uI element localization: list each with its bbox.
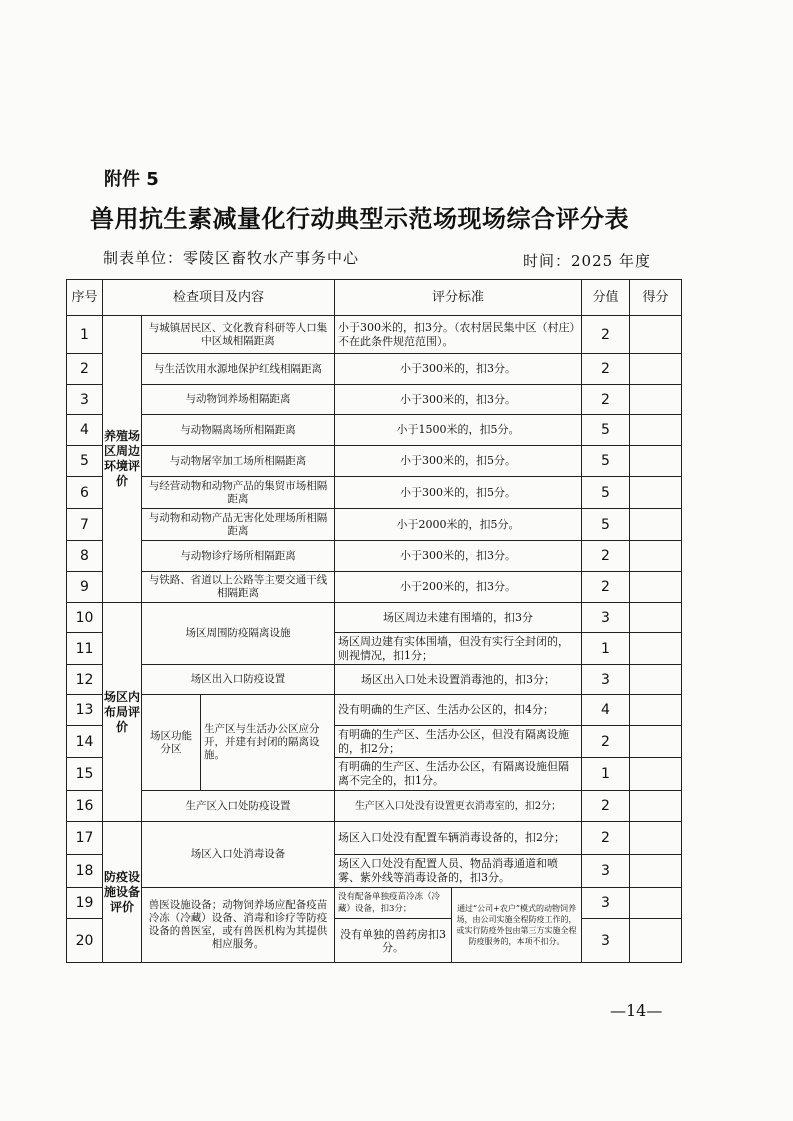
row-score-cell[interactable] [630,726,682,758]
row-criteria: 小于1500米的，扣5分。 [335,415,582,446]
row-score-cell[interactable] [630,603,682,633]
row-value: 2 [582,822,630,855]
row-seq: 6 [67,477,103,509]
row-seq: 1 [67,316,103,354]
header-score: 得分 [630,280,682,316]
table-row [67,695,682,726]
row-seq: 16 [67,791,103,822]
zone-desc: 生产区与生活办公区应分开，并建有封闭的隔离设施。 [201,695,335,791]
row-value: 5 [582,415,630,446]
row-score-cell[interactable] [630,446,682,477]
zone-label: 场区功能分区 [142,695,201,791]
row-score-cell[interactable] [630,822,682,855]
row-score-cell[interactable] [630,919,682,963]
row-criteria: 没有明确的生产区、生活办公区的，扣4分； [335,695,582,726]
row-value: 1 [582,633,630,665]
row-score-cell[interactable] [630,509,682,541]
table-row [67,509,682,541]
row-value: 3 [582,888,630,919]
row-score-cell[interactable] [630,791,682,822]
row-criteria: 小于2000米的，扣5分。 [335,509,582,541]
row-value: 5 [582,446,630,477]
row-criteria: 小于300米的，扣3分。（农村居民集中区（村庄）不在此条件规范范围）。 [335,316,582,354]
row-seq: 18 [67,855,103,888]
row-score-cell[interactable] [630,633,682,665]
header-criteria: 评分标准 [335,280,582,316]
row-value: 2 [582,385,630,415]
row-seq: 13 [67,695,103,726]
row-score-cell[interactable] [630,572,682,603]
table-row [67,603,682,633]
vet-note: 通过“公司+农户”模式的动物饲养场，由公司实施全程防疫工作的，或实行防疫外包由第三方实施全程防疫服务的，本项不扣分。 [452,888,582,963]
row-criteria: 小于300米的，扣5分。 [335,477,582,509]
row-criteria: 场区入口处没有配置车辆消毒设备的，扣2分； [335,822,582,855]
row-criteria: 没有配备单独疫苗冷冻（冷藏）设备，扣3分； [335,888,452,919]
row-criteria: 小于300米的，扣3分。 [335,541,582,572]
table-row [67,541,682,572]
row-score-cell[interactable] [630,354,682,385]
row-criteria: 小于200米的，扣3分。 [335,572,582,603]
table-row [67,385,682,415]
row-score-cell[interactable] [630,665,682,695]
row-seq: 19 [67,888,103,919]
row-item: 与生活饮用水源地保护红线相隔距离 [142,354,335,385]
row-seq: 3 [67,385,103,415]
category-epidemic: 防疫设施设备评价 [103,822,142,963]
row-seq: 8 [67,541,103,572]
row-criteria: 场区出入口处未设置消毒池的，扣3分； [335,665,582,695]
row-seq: 5 [67,446,103,477]
row-seq: 11 [67,633,103,665]
row-value: 2 [582,354,630,385]
row-criteria: 小于300米的，扣3分。 [335,385,582,415]
header-seq: 序号 [67,280,103,316]
score-table [66,279,682,963]
annex-label: 附件 5 [104,169,159,190]
row-value: 4 [582,695,630,726]
row-value: 3 [582,855,630,888]
vet-item: 兽医设施设备；动物饲养场应配备疫苗冷冻（冷藏）设备、消毒和诊疗等防疫设备的兽医室，或有兽医机构为其提供相应服务。 [142,888,335,963]
row-seq: 14 [67,726,103,758]
row-score-cell[interactable] [630,415,682,446]
table-row [67,354,682,385]
table-row [67,888,682,919]
row-score-cell[interactable] [630,758,682,791]
table-row [67,822,682,855]
disinfect-item: 场区入口处消毒设备 [142,822,335,888]
row-value: 2 [582,791,630,822]
row-item: 与动物屠宰加工场所相隔距离 [142,446,335,477]
row-seq: 20 [67,919,103,963]
row-score-cell[interactable] [630,695,682,726]
row-item: 与动物隔离场所相隔距离 [142,415,335,446]
category-surroundings: 养殖场区周边环境评价 [103,316,142,603]
table-row [67,316,682,354]
wall-item: 场区周围防疫隔离设施 [142,603,335,665]
row-seq: 7 [67,509,103,541]
row-item: 与动物和动物产品无害化处理场所相隔距离 [142,509,335,541]
table-row [67,791,682,822]
row-item: 与动物饲养场相隔距离 [142,385,335,415]
table-row [67,446,682,477]
row-seq: 9 [67,572,103,603]
report-year: 时间：2025 年度 [523,252,651,270]
row-criteria: 没有单独的兽药房扣3分。 [335,919,452,963]
row-item: 与铁路、省道以上公路等主要交通干线相隔距离 [142,572,335,603]
row-value: 5 [582,477,630,509]
row-criteria: 场区入口处没有配置人员、物品消毒通道和喷雾、紫外线等消毒设备的，扣3分。 [335,855,582,888]
table-row [67,665,682,695]
row-criteria: 有明确的生产区、生活办公区，但没有隔离设施的，扣2分； [335,726,582,758]
table-row [67,477,682,509]
row-value: 3 [582,665,630,695]
row-item: 与城镇居民区、文化教育科研等人口集中区域相隔距离 [142,316,335,354]
header-value: 分值 [582,280,630,316]
row-value: 2 [582,726,630,758]
row-seq: 10 [67,603,103,633]
table-header-row [67,280,682,316]
row-seq: 17 [67,822,103,855]
row-score-cell[interactable] [630,477,682,509]
row-score-cell[interactable] [630,855,682,888]
row-criteria: 生产区入口处没有设置更衣消毒室的，扣2分； [335,791,582,822]
row-item: 生产区入口处防疫设置 [142,791,335,822]
row-item: 场区出入口防疫设置 [142,665,335,695]
row-seq: 4 [67,415,103,446]
row-seq: 15 [67,758,103,791]
row-value: 5 [582,509,630,541]
row-score-cell[interactable] [630,385,682,415]
table-row [67,572,682,603]
row-criteria: 有明确的生产区、生活办公区，有隔离设施但隔离不完全的，扣1分。 [335,758,582,791]
row-value: 2 [582,316,630,354]
row-criteria: 场区周边建有实体围墙，但没有实行全封闭的，则视情况，扣1分； [335,633,582,665]
row-item: 与经营动物和动物产品的集贸市场相隔距离 [142,477,335,509]
row-item: 与动物诊疗场所相隔距离 [142,541,335,572]
row-criteria: 场区周边未建有围墙的，扣3分 [335,603,582,633]
issuing-unit: 制表单位：零陵区畜牧水产事务中心 [103,249,360,267]
row-criteria: 小于300米的，扣5分。 [335,446,582,477]
row-seq: 2 [67,354,103,385]
row-value: 3 [582,603,630,633]
page-number: —14— [610,1001,663,1020]
category-layout: 场区内布局评价 [103,603,142,822]
row-value: 2 [582,572,630,603]
page-title: 兽用抗生素减量化行动典型示范场现场综合评分表 [90,204,629,233]
row-score-cell[interactable] [630,888,682,919]
row-value: 1 [582,758,630,791]
table-row [67,415,682,446]
row-criteria: 小于300米的，扣3分。 [335,354,582,385]
row-score-cell[interactable] [630,316,682,354]
row-value: 2 [582,541,630,572]
row-score-cell[interactable] [630,541,682,572]
header-item: 检查项目及内容 [103,280,335,316]
row-seq: 12 [67,665,103,695]
row-value: 3 [582,919,630,963]
